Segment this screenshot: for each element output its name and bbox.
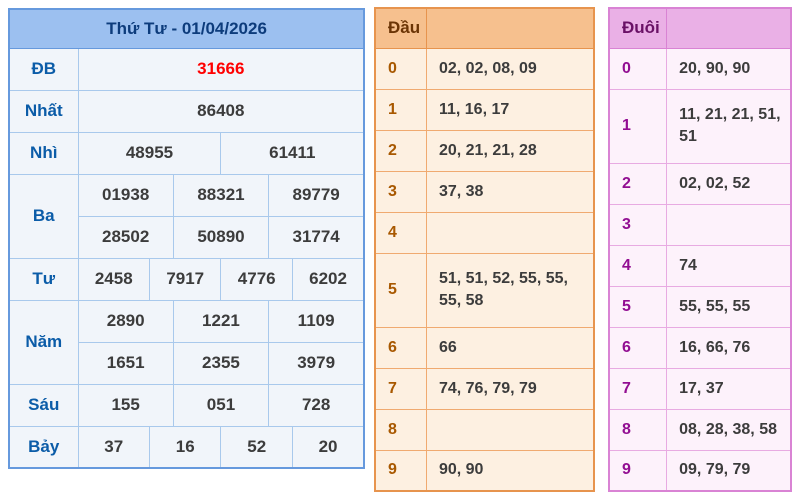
table-row	[375, 130, 594, 171]
dau-values: 37, 38	[426, 171, 594, 212]
prize-label-nhat: Nhất	[9, 90, 78, 132]
prize-value: 88321	[173, 174, 268, 216]
duoi-values: 20, 90, 90	[667, 48, 791, 89]
duoi-values: 09, 79, 79	[667, 450, 791, 491]
duoi-values	[667, 204, 791, 245]
prize-value: 7917	[149, 258, 220, 300]
dau-digit: 7	[375, 368, 426, 409]
prize-value: 2458	[78, 258, 149, 300]
prize-value: 50890	[173, 216, 268, 258]
table-row	[9, 48, 364, 90]
table-row	[9, 300, 364, 342]
table-row	[609, 368, 791, 409]
prize-value: 89779	[269, 174, 365, 216]
prize-value: 61411	[221, 132, 364, 174]
table-row	[609, 286, 791, 327]
prize-value: 20	[292, 426, 364, 468]
dau-digit: 5	[375, 253, 426, 327]
table-row	[9, 90, 364, 132]
duoi-digit: 6	[609, 327, 667, 368]
prize-value: 52	[221, 426, 292, 468]
table-row	[375, 8, 594, 48]
table-row	[9, 174, 364, 216]
duoi-header-spacer	[667, 8, 791, 48]
duoi-table	[608, 7, 792, 492]
dau-digit: 0	[375, 48, 426, 89]
duoi-values: 11, 21, 21, 51, 51	[667, 89, 791, 163]
duoi-digit: 1	[609, 89, 667, 163]
prize-value: 6202	[292, 258, 364, 300]
dau-digit: 6	[375, 327, 426, 368]
duoi-values: 55, 55, 55	[667, 286, 791, 327]
results-table	[8, 8, 365, 469]
duoi-digit: 3	[609, 204, 667, 245]
prize-value: 728	[269, 384, 365, 426]
prize-value: 37	[78, 426, 149, 468]
dau-digit: 4	[375, 212, 426, 253]
duoi-values: 02, 02, 52	[667, 163, 791, 204]
prize-label-ba: Ba	[9, 174, 78, 258]
dau-values: 02, 02, 08, 09	[426, 48, 594, 89]
dau-header: Đầu	[375, 8, 426, 48]
duoi-digit: 5	[609, 286, 667, 327]
dau-digit: 3	[375, 171, 426, 212]
prize-value: 48955	[78, 132, 221, 174]
duoi-digit: 7	[609, 368, 667, 409]
prize-label-nhi: Nhì	[9, 132, 78, 174]
prize-value: 01938	[78, 174, 173, 216]
prize-value: 155	[78, 384, 173, 426]
table-row	[9, 9, 364, 48]
table-row	[609, 245, 791, 286]
table-row	[375, 212, 594, 253]
table-row	[375, 327, 594, 368]
prize-value: 16	[149, 426, 220, 468]
prize-value: 2890	[78, 300, 173, 342]
table-row	[609, 409, 791, 450]
draw-date-title: Thứ Tư - 01/04/2026	[9, 9, 364, 48]
table-row	[609, 163, 791, 204]
dau-values: 66	[426, 327, 594, 368]
dau-header-spacer	[426, 8, 594, 48]
prize-value: 3979	[269, 342, 365, 384]
prize-label-db: ĐB	[9, 48, 78, 90]
duoi-digit: 0	[609, 48, 667, 89]
table-row	[9, 426, 364, 468]
prize-value: 051	[173, 384, 268, 426]
prize-label-nam: Năm	[9, 300, 78, 384]
dau-values: 20, 21, 21, 28	[426, 130, 594, 171]
table-row	[609, 450, 791, 491]
table-row	[609, 204, 791, 245]
prize-value: 4776	[221, 258, 292, 300]
duoi-digit: 2	[609, 163, 667, 204]
duoi-values: 74	[667, 245, 791, 286]
dau-digit: 8	[375, 409, 426, 450]
table-row	[375, 253, 594, 327]
duoi-values: 08, 28, 38, 58	[667, 409, 791, 450]
dau-values: 74, 76, 79, 79	[426, 368, 594, 409]
duoi-digit: 4	[609, 245, 667, 286]
table-row	[609, 89, 791, 163]
table-row	[9, 258, 364, 300]
prize-value: 31774	[269, 216, 365, 258]
prize-label-sau: Sáu	[9, 384, 78, 426]
duoi-header: Đuôi	[609, 8, 667, 48]
duoi-values: 17, 37	[667, 368, 791, 409]
dau-values: 51, 51, 52, 55, 55, 55, 58	[426, 253, 594, 327]
prize-label-tu: Tư	[9, 258, 78, 300]
table-row	[375, 368, 594, 409]
table-row	[375, 89, 594, 130]
table-row	[9, 384, 364, 426]
duoi-digit: 9	[609, 450, 667, 491]
table-row	[375, 409, 594, 450]
prize-value: 1651	[78, 342, 173, 384]
prize-value: 28502	[78, 216, 173, 258]
dau-values: 11, 16, 17	[426, 89, 594, 130]
table-row	[375, 171, 594, 212]
duoi-digit: 8	[609, 409, 667, 450]
dau-values	[426, 409, 594, 450]
duoi-values: 16, 66, 76	[667, 327, 791, 368]
dau-digit: 1	[375, 89, 426, 130]
dau-values	[426, 212, 594, 253]
dau-values: 90, 90	[426, 450, 594, 491]
table-row	[609, 8, 791, 48]
table-row	[375, 450, 594, 491]
dau-table	[374, 7, 595, 492]
dau-digit: 9	[375, 450, 426, 491]
prize-value: 1221	[173, 300, 268, 342]
dau-digit: 2	[375, 130, 426, 171]
table-row	[609, 48, 791, 89]
prize-value: 1109	[269, 300, 365, 342]
prize-label-bay: Bảy	[9, 426, 78, 468]
prize-value-special: 31666	[78, 48, 364, 90]
prize-value: 86408	[78, 90, 364, 132]
table-row	[609, 327, 791, 368]
table-row	[375, 48, 594, 89]
table-row	[9, 132, 364, 174]
prize-value: 2355	[173, 342, 268, 384]
